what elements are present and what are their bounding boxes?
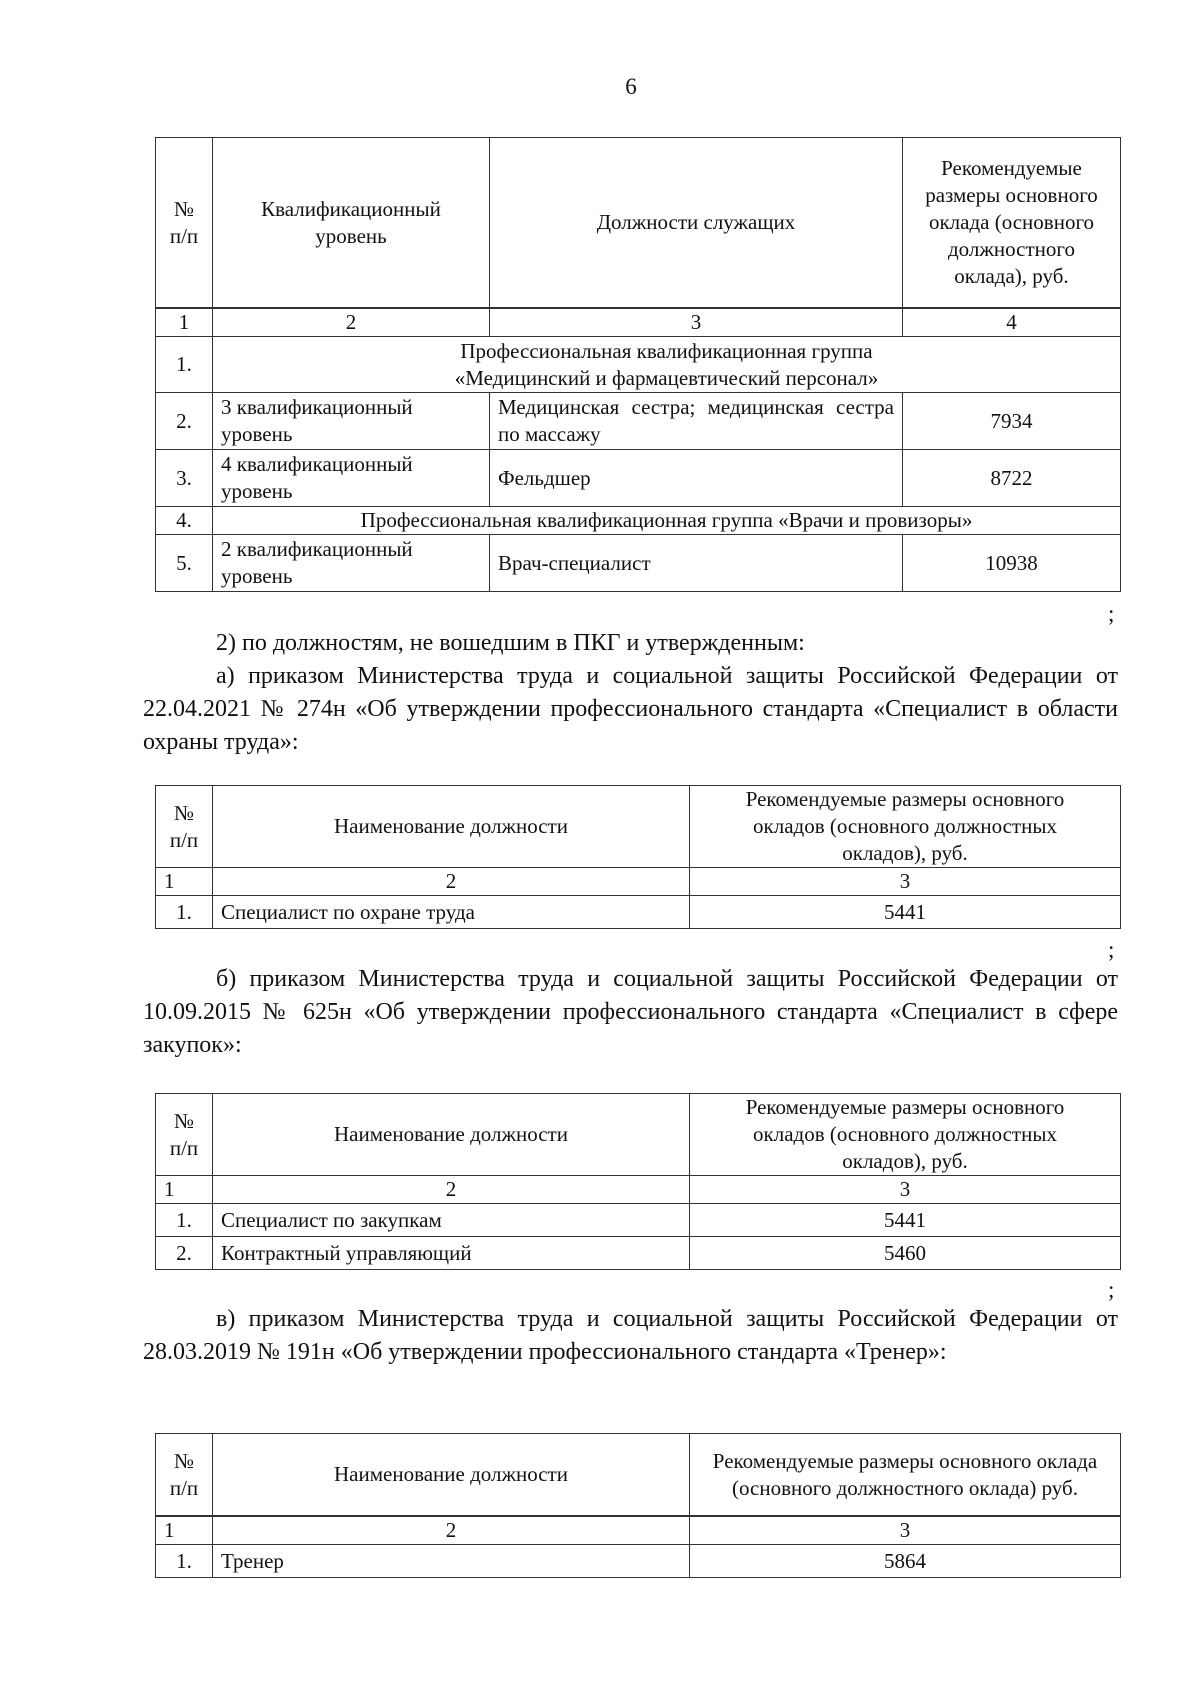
row-num: 2. [156, 1237, 213, 1270]
paragraph-2 [143, 627, 1118, 660]
table-header-row [156, 138, 1121, 308]
group-title: Профессиональная квалификационная группа «Врачи и провизоры» [213, 507, 1121, 535]
row-level: 2 квалификационный уровень [213, 535, 490, 592]
table-header-row [156, 1094, 1121, 1176]
row-salary: 7934 [903, 393, 1121, 450]
table-b [155, 1093, 1121, 1270]
group-title [213, 337, 1121, 393]
header-num: № п/п [156, 1434, 213, 1516]
group-title-line: Профессиональная квалификационная группа [460, 338, 873, 363]
col-number: 2 [213, 1517, 690, 1545]
paragraph-text: а) приказом Министерства труда и социальной защиты Российской Федерации от 22.04.2021 № 274н «Об утверждении профессионального стандарта «Специалист в области охраны труда»: [143, 663, 1118, 755]
table-row [156, 535, 1121, 592]
paragraph-v [143, 1303, 1118, 1369]
row-num: 1. [156, 896, 213, 929]
row-num: 2. [156, 393, 213, 450]
table-row [156, 1204, 1121, 1237]
paragraph-text: 2) по должностям, не вошедшим в ПКГ и утвержденным: [216, 630, 805, 656]
col-number: 3 [690, 868, 1121, 896]
col-number: 2 [213, 1176, 690, 1204]
semicolon: ; [1108, 1277, 1115, 1302]
header-name: Наименование должности [213, 1094, 690, 1176]
row-salary: 5864 [690, 1545, 1121, 1578]
table-a [155, 785, 1121, 929]
paragraph-text: б) приказом Министерства труда и социальной защиты Российской Федерации от 10.09.2015 № 625н «Об утверждении профессионального стандарта «Специалист в сфере закупок»: [143, 966, 1118, 1058]
row-name: Тренер [213, 1545, 690, 1578]
header-num: № п/п [156, 1094, 213, 1176]
header-num: № п/п [156, 138, 213, 308]
header-level: Квалификационный уровень [213, 138, 490, 308]
row-level: 4 квалификационный уровень [213, 450, 490, 507]
group-title-line: «Медицинский и фармацевтический персонал» [454, 365, 879, 390]
col-number: 1 [156, 1517, 213, 1545]
row-salary: 5460 [690, 1237, 1121, 1270]
col-number: 1 [156, 1176, 213, 1204]
semicolon: ; [1108, 601, 1115, 626]
col-number: 3 [490, 309, 903, 337]
table-header-row [156, 786, 1121, 868]
header-salary: Рекомендуемые размеры основного окладов (основного должностных окладов), руб. [690, 1094, 1121, 1176]
paragraph-b [143, 963, 1118, 1062]
row-salary: 10938 [903, 535, 1121, 592]
header-salary: Рекомендуемые размеры основного оклада (основного должностного оклада) руб. [690, 1434, 1121, 1516]
page-number: 6 [625, 74, 637, 99]
row-name: Специалист по закупкам [213, 1204, 690, 1237]
paragraph-a [143, 660, 1118, 759]
paragraph-text: в) приказом Министерства труда и социальной защиты Российской Федерации от 28.03.2019 № 191н «Об утверждении профессионального стандарта «Тренер»: [143, 1306, 1118, 1365]
row-num: 5. [156, 535, 213, 592]
row-num: 4. [156, 507, 213, 535]
header-num: № п/п [156, 786, 213, 868]
col-number: 2 [213, 309, 490, 337]
col-number: 4 [903, 309, 1121, 337]
row-position: Фельдшер [490, 450, 903, 507]
col-number: 1 [156, 309, 213, 337]
col-number: 2 [213, 868, 690, 896]
row-name: Специалист по охране труда [213, 896, 690, 929]
row-num: 1. [156, 1545, 213, 1578]
group-row [156, 507, 1121, 535]
row-position: Врач-специалист [490, 535, 903, 592]
table-row [156, 1237, 1121, 1270]
table-v [155, 1433, 1121, 1578]
header-positions: Должности служащих [490, 138, 903, 308]
table-row [156, 393, 1121, 450]
column-numbers-row [156, 868, 1121, 896]
col-number: 3 [690, 1517, 1121, 1545]
row-salary: 5441 [690, 896, 1121, 929]
qualification-table [155, 137, 1121, 592]
header-name: Наименование должности [213, 786, 690, 868]
col-number: 3 [690, 1176, 1121, 1204]
row-salary: 5441 [690, 1204, 1121, 1237]
col-number: 1 [156, 868, 213, 896]
table-row [156, 450, 1121, 507]
row-num: 3. [156, 450, 213, 507]
table-row [156, 896, 1121, 929]
row-position: Медицинская сестра; медицинская сестра по массажу [490, 393, 903, 450]
row-level: 3 квалификационный уровень [213, 393, 490, 450]
column-numbers-row [156, 1176, 1121, 1204]
semicolon: ; [1108, 937, 1115, 962]
header-salary: Рекомендуемые размеры основного окладов (основного должностных окладов), руб. [690, 786, 1121, 868]
table-header-row [156, 1434, 1121, 1516]
header-name: Наименование должности [213, 1434, 690, 1516]
row-num: 1. [156, 337, 213, 393]
header-salary: Рекомендуемые размеры основного оклада (основного должностного оклада), руб. [903, 138, 1121, 308]
column-numbers-row [156, 1517, 1121, 1545]
row-num: 1. [156, 1204, 213, 1237]
row-name: Контрактный управляющий [213, 1237, 690, 1270]
group-row [156, 337, 1121, 393]
column-numbers-row [156, 309, 1121, 337]
table-row [156, 1545, 1121, 1578]
row-salary: 8722 [903, 450, 1121, 507]
